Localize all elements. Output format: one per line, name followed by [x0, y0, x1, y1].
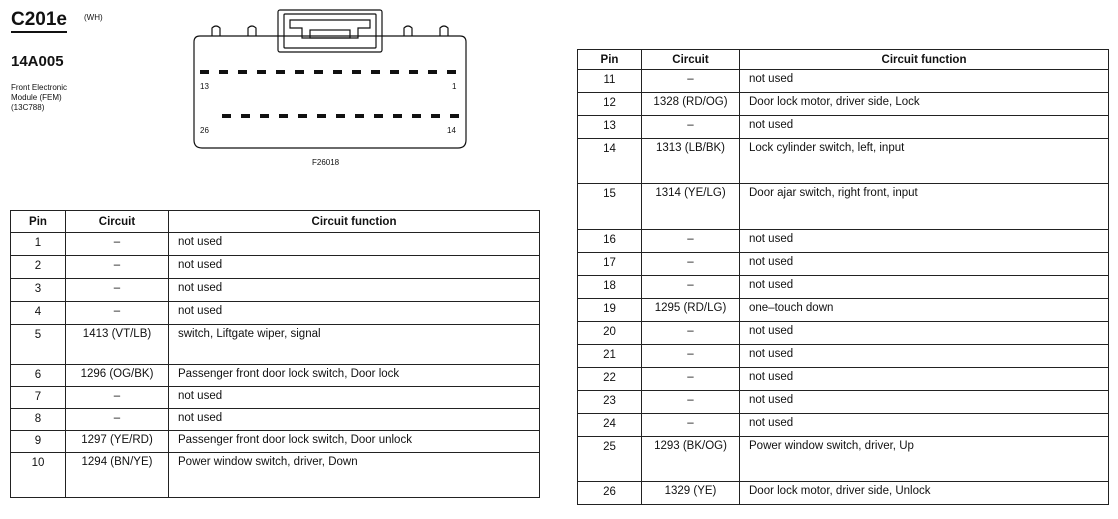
pin-label-26: 26: [200, 126, 209, 135]
circuit-function: not used: [740, 230, 1109, 253]
table-row: [11, 302, 540, 325]
pin-number: 19: [578, 299, 642, 322]
circuit-code: –: [642, 391, 740, 414]
circuit-function: not used: [740, 253, 1109, 276]
circuit-function: not used: [740, 345, 1109, 368]
pin-number: 1: [11, 233, 66, 256]
circuit-code: –: [66, 233, 169, 256]
circuit-function: not used: [740, 70, 1109, 93]
table-row: [578, 93, 1109, 116]
circuit-function: Power window switch, driver, Down: [169, 453, 540, 498]
table-row: [578, 253, 1109, 276]
table-row: [11, 387, 540, 409]
description-line: (13C788): [11, 103, 45, 112]
circuit-code: –: [642, 414, 740, 437]
pin-label-13: 13: [200, 82, 209, 91]
pin-number: 14: [578, 139, 642, 184]
circuit-function: not used: [169, 233, 540, 256]
pin-cavity: [200, 70, 209, 74]
pin-number: 17: [578, 253, 642, 276]
circuit-function: not used: [169, 387, 540, 409]
circuit-code: –: [642, 276, 740, 299]
pin-number: 25: [578, 437, 642, 482]
table-row: [578, 276, 1109, 299]
circuit-code: 1329 (YE): [642, 482, 740, 505]
pin-number: 16: [578, 230, 642, 253]
circuit-code: 1314 (YE/LG): [642, 184, 740, 230]
circuit-function: not used: [740, 276, 1109, 299]
table-row: [578, 437, 1109, 482]
table-row: [11, 279, 540, 302]
circuit-code: –: [642, 322, 740, 345]
circuit-function: Door ajar switch, right front, input: [740, 184, 1109, 230]
part-number: 14A005: [11, 53, 64, 70]
circuit-code: –: [642, 116, 740, 139]
circuit-function: not used: [169, 302, 540, 325]
circuit-function: switch, Liftgate wiper, signal: [169, 325, 540, 365]
table-row: [578, 116, 1109, 139]
circuit-function: not used: [740, 368, 1109, 391]
circuit-code: 1295 (RD/LG): [642, 299, 740, 322]
table-row: [578, 299, 1109, 322]
table-row: [11, 256, 540, 279]
table-row: [11, 431, 540, 453]
circuit-code: –: [642, 253, 740, 276]
pin-number: 18: [578, 276, 642, 299]
pin-number: 11: [578, 70, 642, 93]
circuit-code: 1413 (VT/LB): [66, 325, 169, 365]
circuit-code: 1313 (LB/BK): [642, 139, 740, 184]
table-row: [578, 139, 1109, 184]
connector-diagram: [190, 8, 470, 153]
table-row: [578, 322, 1109, 345]
circuit-function: not used: [169, 279, 540, 302]
circuit-code: –: [66, 256, 169, 279]
circuit-function: one–touch down: [740, 299, 1109, 322]
table-row: [578, 368, 1109, 391]
table-row: [11, 325, 540, 365]
header-circuit: Circuit: [642, 50, 740, 70]
circuit-code: –: [642, 345, 740, 368]
table-row: [578, 230, 1109, 253]
header-pin: Pin: [578, 50, 642, 70]
pin-number: 7: [11, 387, 66, 409]
circuit-code: 1297 (YE/RD): [66, 431, 169, 453]
circuit-function: Door lock motor, driver side, Lock: [740, 93, 1109, 116]
pin-number: 5: [11, 325, 66, 365]
circuit-code: 1296 (OG/BK): [66, 365, 169, 387]
pin-label-14: 14: [447, 126, 456, 135]
circuit-function: not used: [740, 116, 1109, 139]
circuit-code: –: [66, 279, 169, 302]
table-row: [578, 391, 1109, 414]
table-row: [578, 482, 1109, 505]
pin-number: 26: [578, 482, 642, 505]
pin-number: 2: [11, 256, 66, 279]
circuit-code: –: [642, 70, 740, 93]
header-function: Circuit function: [740, 50, 1109, 70]
circuit-function: Power window switch, driver, Up: [740, 437, 1109, 482]
table-header-row: [578, 50, 1109, 70]
table-row: [11, 453, 540, 498]
pinout-table-right: [577, 49, 1109, 505]
figure-id: F26018: [312, 158, 340, 167]
table-row: [578, 70, 1109, 93]
circuit-code: 1328 (RD/OG): [642, 93, 740, 116]
pin-number: 20: [578, 322, 642, 345]
pin-number: 10: [11, 453, 66, 498]
table-row: [578, 414, 1109, 437]
table-row: [578, 184, 1109, 230]
circuit-function: not used: [740, 414, 1109, 437]
pin-number: 3: [11, 279, 66, 302]
table-row: [11, 409, 540, 431]
description-line: Module (FEM): [11, 93, 62, 102]
module-description: [11, 83, 67, 113]
circuit-function: not used: [169, 409, 540, 431]
circuit-code: –: [66, 387, 169, 409]
circuit-code: 1294 (BN/YE): [66, 453, 169, 498]
table-row: [578, 345, 1109, 368]
pin-number: 6: [11, 365, 66, 387]
connector-body: [194, 36, 466, 148]
pin-number: 22: [578, 368, 642, 391]
connector-id: C201e: [11, 9, 67, 31]
header-circuit: Circuit: [66, 211, 169, 233]
pin-number: 21: [578, 345, 642, 368]
circuit-code: –: [642, 230, 740, 253]
pinout-table-left: [10, 210, 540, 498]
pin-label-1: 1: [452, 82, 457, 91]
pin-number: 13: [578, 116, 642, 139]
circuit-function: not used: [740, 322, 1109, 345]
circuit-function: Passenger front door lock switch, Door lock: [169, 365, 540, 387]
header-pin: Pin: [11, 211, 66, 233]
pin-number: 23: [578, 391, 642, 414]
circuit-function: not used: [740, 391, 1109, 414]
connector-latch: [278, 10, 382, 52]
table-row: [11, 365, 540, 387]
pin-number: 8: [11, 409, 66, 431]
circuit-function: Door lock motor, driver side, Unlock: [740, 482, 1109, 505]
circuit-code: –: [642, 368, 740, 391]
circuit-code: –: [66, 302, 169, 325]
circuit-code: 1293 (BK/OG): [642, 437, 740, 482]
pin-number: 9: [11, 431, 66, 453]
table-row: [11, 233, 540, 256]
pin-number: 12: [578, 93, 642, 116]
circuit-code: –: [66, 409, 169, 431]
circuit-function: not used: [169, 256, 540, 279]
pin-number: 24: [578, 414, 642, 437]
connector-color: (WH): [84, 13, 103, 22]
circuit-function: Passenger front door lock switch, Door unlock: [169, 431, 540, 453]
description-line: Front Electronic: [11, 83, 68, 92]
pin-number: 15: [578, 184, 642, 230]
circuit-function: Lock cylinder switch, left, input: [740, 139, 1109, 184]
table-header-row: [11, 211, 540, 233]
header-function: Circuit function: [169, 211, 540, 233]
pin-number: 4: [11, 302, 66, 325]
